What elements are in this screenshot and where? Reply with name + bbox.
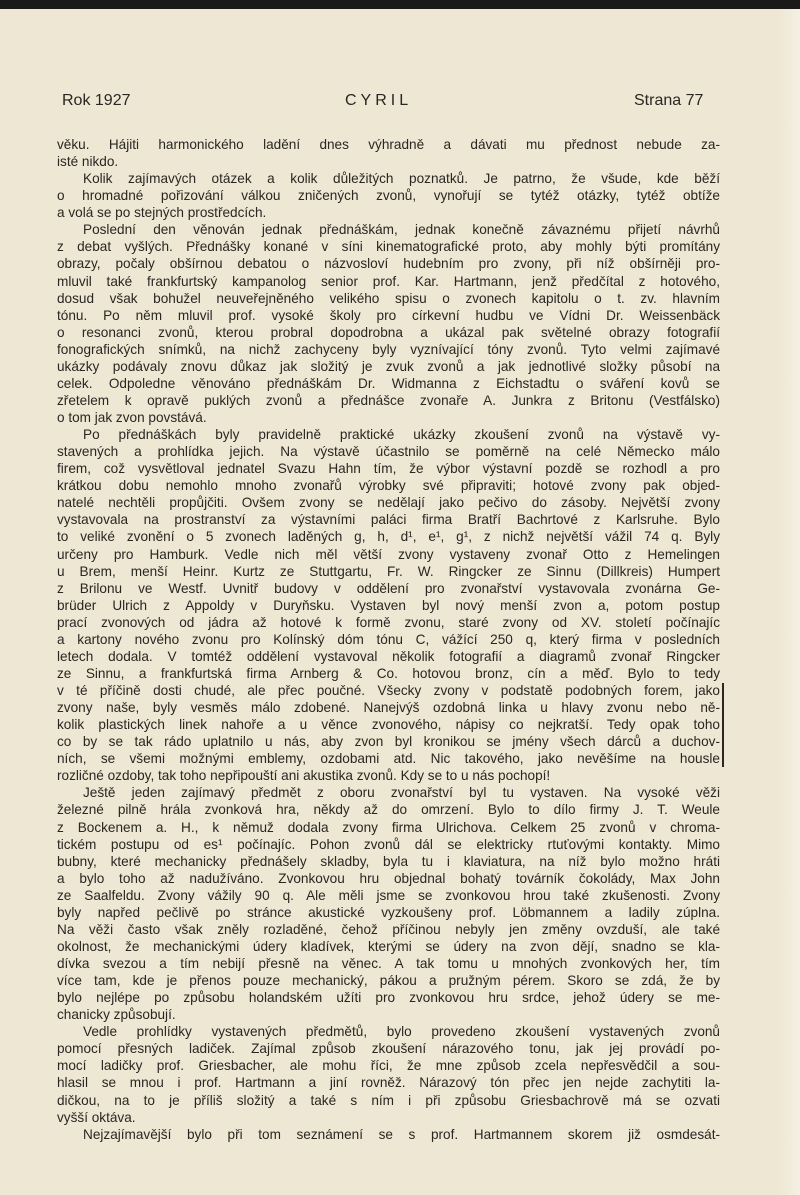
text-line: fonografických snímků, na nichž zachyceny byly vyznívající tóny zvonů. Tyto velmi zajímavé — [57, 341, 720, 357]
text-line: vystavovala na prostranství za výstavními paláci firma Bratří Bachrtové z Karlsruhe. Bylo — [57, 512, 720, 528]
text-line: tickém postupu od es¹ počínajíc. Pohon zvonů dál se elektricky rtuťovými kontakty. Mimo — [57, 836, 720, 852]
text-line: více tam, kde je přenos pouze mechanický, pákou a pružným pérem. Skoro se zdá, že by — [57, 973, 720, 989]
text-line: v té příčině dosti chudé, ale přec poučné. Všecky zvony v podstatě podobných forem, jako — [57, 683, 720, 698]
text-line: vyšší oktáva. — [57, 1109, 136, 1125]
text-line: ze Sinnu, a frankfurtská firma Arnberg & Co. hotovou bronz, cín a měď. Bylo to tedy — [57, 665, 720, 681]
paragraph — [57, 784, 720, 1023]
text-line: dívka svezou a tím nebijí přesně na věnec. A tak tomu u mnohých zvonkových her, tím — [57, 956, 720, 971]
text-line: a bylo toho až nadužíváno. Zvonkovou hru objednal bohatý továrník čokolády, Max John — [57, 870, 720, 886]
text-line: tónu. Po něm mluvil prof. vysoké školy pro církevní hudbu ve Vídni Dr. Weissenbäck — [57, 307, 720, 323]
text-line: o resonanci zvonů, kterou probral dopodrobna a ukázal pak světelné obrazy fotografií — [57, 324, 720, 340]
margin-rule — [722, 683, 724, 767]
text-line: chanicky způsobují. — [57, 1007, 176, 1023]
text-line: pomocí přesných ladiček. Zajímal způsob zkoušení nárazového tonu, jak jej provádí po- — [57, 1041, 720, 1057]
text-line: krátkou dobu nemohlo mnoho zvonařů výrobky své připraviti; hotové zvony pak objed- — [57, 478, 720, 494]
text-line: co by se tak rádo uplatnilo u nás, aby zvon byl kronikou se jmény všech dárců a duchov- — [57, 734, 720, 750]
text-line: stavených a prohlídka jejich. Na výstavě účastnilo se poměrně na celé Německo málo — [57, 444, 720, 460]
text-line: letech dodala. V tomtéž oddělení vystavoval několik fotografií a diagramů zvonař Ringcker — [57, 648, 720, 664]
text-line: prací zvonových od jádra až hotové k formě zvonu, staré zvony od XV. století počínajíc — [57, 614, 720, 630]
text-line: a kartony nového zvonu pro Kolínský dóm tónu C, vážící 250 q, který firma v posledních — [57, 631, 720, 647]
text-line: Poslední den věnován jednak přednáškám, jednak konečně závaznému přijetí návrhů — [83, 222, 720, 238]
text-line: natelé nechtěli propůjčiti. Ovšem zvony se nedělají jako pečivo do zásoby. Největší zvony — [57, 495, 720, 511]
text-line: bubny, které mechanicky přednášely skladby, byla tu i klaviatura, na níž bylo možno hráti — [57, 853, 720, 869]
text-line: celek. Odpoledne věnováno přednáškám Dr. Widmanna z Eichstadtu o sváření kovů se — [57, 375, 720, 391]
text-line: z Bockenem a. H., k němuž dodala zvony firma Ulrichova. Celkem 25 zvonů v chroma- — [57, 819, 720, 835]
text-line: kolik plastických linek nahoře a u věnce zvonového, nápisy co nejkratší. Tedy opak toho — [57, 717, 720, 733]
text-line: isté nikdo. — [57, 154, 119, 170]
text-line: ze Saalfeldu. Zvony vážily 90 q. Ale měli jsme se zvonkovou hrou také zkušenosti. Zvony — [57, 887, 720, 903]
header-journal-title: CYRIL — [345, 92, 413, 109]
text-line: a volá se po stejných prostředcích. — [57, 205, 267, 221]
text-line: rozličné ozdoby, tak toho nepřipouští ani akustika zvonů. Kdy se to u nás pochopí! — [57, 768, 551, 784]
paragraph — [57, 1023, 720, 1125]
text-line: určeny pro Hamburk. Vedle nich měl větší zvony vystaveny zvonař Otto z Hemelingen — [57, 546, 720, 562]
scan-right-edge — [778, 9, 800, 1195]
text-line: z debat vyšlých. Přednášky konané v síni kinematografické proto, aby mohly býti promítány — [57, 239, 720, 255]
scan-top-edge — [0, 0, 800, 9]
text-line: ních, se všemi možnými emblemy, ozdobami atd. Nic takového, jako nevěšíme na housle — [57, 751, 720, 767]
paragraph — [57, 221, 720, 426]
text-line: dosud však bohužel neuveřejněného velikého spisu o zvonech kapitolu o t. zv. hlavním — [57, 290, 720, 306]
article-body — [57, 136, 720, 1143]
text-line: o tom jak zvon povstává. — [57, 410, 207, 425]
text-line: o hromadné pořizování válkou zničených zvonů, vynořují se tytéž otázky, tytéž obtíže — [57, 188, 720, 204]
text-line: bylo nejlépe po způsobu holandském užíti pro zvonkovou hru srdce, jehož údery se me- — [57, 990, 720, 1006]
text-line: obrazy, počaly obšírnou debatou o názvosloví hudebním pro zvony, při níž obšírněji pro- — [57, 256, 720, 272]
text-line: věku. Hájiti harmonického ladění dnes výhradně a dávati mu přednost nebude za- — [57, 137, 720, 152]
paragraph — [57, 136, 720, 170]
text-line: brüder Ulrich z Appoldy v Duryňsku. Vystaven byl nový menší zvon a, potom postup — [57, 597, 720, 613]
text-line: hlasil se mnou i prof. Hartmann a jiní rovněž. Nárazový tón přec jen nejde zachytiti la- — [57, 1075, 720, 1091]
text-line: zřetelem k opravě puklých zvonů a přednášce zvonaře A. Junkra z Britonu (Vestfálsko) — [57, 392, 720, 408]
text-line: Po přednáškách byly pravidelně praktické ukázky zkoušení zvonů na výstavě vy- — [83, 427, 720, 443]
text-line: z Brilonu ve Westf. Uvnitř budovy v oddělení pro zvonařství vystavovala zvonárna Ge- — [57, 580, 720, 596]
text-line: mluvil také frankfurtský kampanolog senior prof. Kar. Hartmann, jenž předčítal z hotového, — [57, 273, 720, 289]
header-page-number: Strana 77 — [634, 92, 704, 109]
text-line: zvony naše, byly vesměs málo zdobené. Nanejvýš ozdobná linka u hlavy zvonu nebo ně- — [57, 700, 720, 716]
text-line: byly napřed pečlivě po stránce akustické vyzkoušeny prof. Löbmannem a ladily zúplna. — [57, 904, 720, 920]
text-line: Vedle prohlídky vystavených předmětů, bylo provedeno zkoušení vystavených zvonů — [83, 1024, 720, 1040]
text-line: dičkou, na to je příliš složitý a také s ním i při způsobu Griesbachrově má se ozvati — [57, 1092, 720, 1108]
paragraph — [57, 1126, 720, 1143]
text-line: ukázky podávaly znovu důkaz jak složitý je zvuk zvonů a jak jednotlivé složky působí na — [57, 358, 720, 374]
text-line: Kolik zajímavých otázek a kolik důležitých poznatků. Je patrno, že všude, kde běží — [83, 171, 720, 187]
text-line: Na věži často však zněly rozladěné, čehož příčinou nebyly jen změny ovzduší, ale také — [57, 921, 720, 937]
text-line: u Brem, menší Heinr. Kurtz ze Stuttgartu, Fr. W. Ringcker ze Sinnu (Dillkreis) Humpert — [57, 563, 720, 579]
text-line: mocí ladičky prof. Griesbacher, ale mohu říci, že mne způsob zcela nepřesvědčil a sou- — [57, 1058, 720, 1074]
paragraph — [57, 426, 720, 784]
text-line: okolnost, že mechanickými údery kladívek, kterými se údery na zvon dějí, snadno se kla- — [57, 938, 720, 954]
header-year: Rok 1927 — [62, 92, 131, 109]
text-line: železné pilně hrála zvonková hra, někdy až do omrzení. Bylo to dílo firmy J. T. Weule — [57, 802, 720, 818]
paragraph — [57, 170, 720, 221]
text-line: Nejzajímavější bylo při tom seznámení se s prof. Hartmannem skorem již osmdesát- — [83, 1126, 720, 1142]
text-line: Ještě jeden zajímavý předmět z oboru zvonařství byl tu vystaven. Na vysoké věži — [83, 785, 720, 801]
text-line: firem, což vysvětloval jednatel Svazu Hahn tím, že výbor výstavní pozdě se rozhodl a pro — [57, 461, 720, 477]
text-line: to veliké zvonění o 5 zvonech laděných g, h, d¹, e¹, g¹, z nichž největší vážil 74 q. Byly — [57, 529, 720, 545]
